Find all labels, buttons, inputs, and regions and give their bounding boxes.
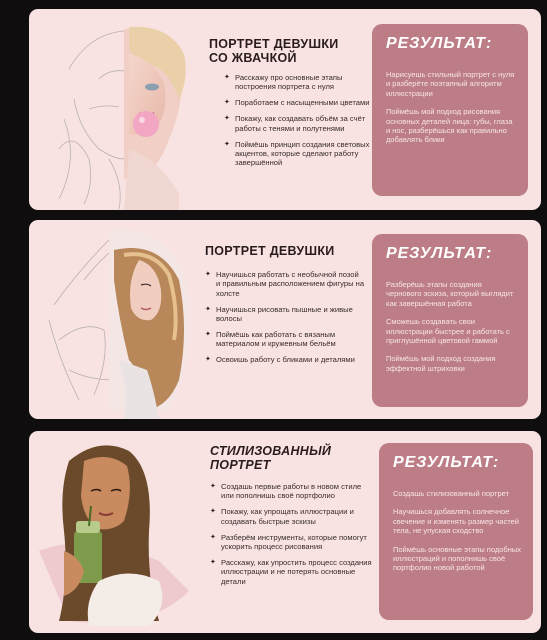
course-card-1 [29, 9, 541, 210]
topic-list [205, 270, 365, 371]
card-title: ПОРТРЕТ ДЕВУШКИ [205, 244, 335, 258]
list-item: ✦ Разберём инструменты, которые помогут ускорить процесс рисования [210, 533, 372, 552]
result-text: Нарисуешь стильный портрет с нуля и разберёте поэтапный алгоритм иллюстрации [386, 70, 515, 98]
list-item: ✦ Освоишь работу с бликами и деталями [205, 355, 365, 364]
result-panel [372, 234, 528, 407]
list-item: ✦ Расскажу, как упростить процесс создания иллюстрации и не потерять основные детали [210, 558, 372, 586]
course-card-3 [29, 431, 541, 633]
illustration-girl-long-hair [29, 220, 204, 419]
result-panel [372, 24, 528, 196]
result-text: Поймёшь мой подход рисования основных деталей лица: губы, глаза и нос, разберёшься как правильно добавлять блики [386, 107, 513, 145]
result-panel [379, 443, 533, 620]
result-text: Поймёшь мой подход создания эффектной штриховки [386, 354, 496, 373]
result-heading: РЕЗУЛЬТАТ: [386, 35, 493, 52]
list-item: ✦ Расскажу про основные этапы построения портрета с нуля [224, 73, 384, 92]
topic-list [210, 482, 372, 593]
result-text: Научишься добавлять солнечное свечение и изменять размер частей тела, не упуская сходство [393, 507, 519, 536]
result-heading: РЕЗУЛЬТАТ: [393, 454, 500, 471]
illustration-girl-bubblegum [29, 9, 204, 210]
topic-list [224, 73, 384, 174]
list-item: ✦ Поработаем с насыщенными цветами [224, 98, 384, 107]
result-text: Создашь стилизованный портрет [393, 489, 510, 498]
course-card-2 [29, 220, 541, 419]
result-text: Разберёшь этапы создания чернового эскиза, который выглядит как завершённая работа [386, 280, 514, 308]
list-item: ✦ Поймёшь принцип создания световых акцентов, которые сделают работу завершённой [224, 140, 384, 168]
list-item: ✦ Поймёшь как работать с вязаным материалом и кружевным бельём [205, 330, 365, 349]
list-item: ✦ Научишься работать с необычной позой и правильным расположением фигуры на холсте [205, 270, 365, 298]
list-item: ✦ Создашь первые работы в новом стиле или пополнишь своё портфолио [210, 482, 372, 501]
list-item: ✦ Покажу, как создавать объём за счёт работы с тенями и полутенями [224, 114, 384, 133]
card-title: ПОРТРЕТ ДЕВУШКИ СО ЖВАЧКОЙ [209, 37, 339, 65]
list-item: ✦ Научишься рисовать пышные и живые волосы [205, 305, 365, 324]
card-title: СТИЛИЗОВАННЫЙ ПОРТРЕТ [210, 444, 332, 472]
result-text: Сможешь создавать свои иллюстрации быстрее и работать с приглушённой цветовой гаммой [386, 317, 510, 346]
list-item: ✦ Покажу, как упрощать иллюстрации и создавать быстрые эскизы [210, 507, 372, 526]
result-text: Поймёшь основные этапы подобных иллюстраций и пополнишь своё портфолио новой работой [393, 544, 522, 573]
illustration-stylized-girl-drink [29, 431, 204, 633]
result-heading: РЕЗУЛЬТАТ: [386, 245, 493, 262]
